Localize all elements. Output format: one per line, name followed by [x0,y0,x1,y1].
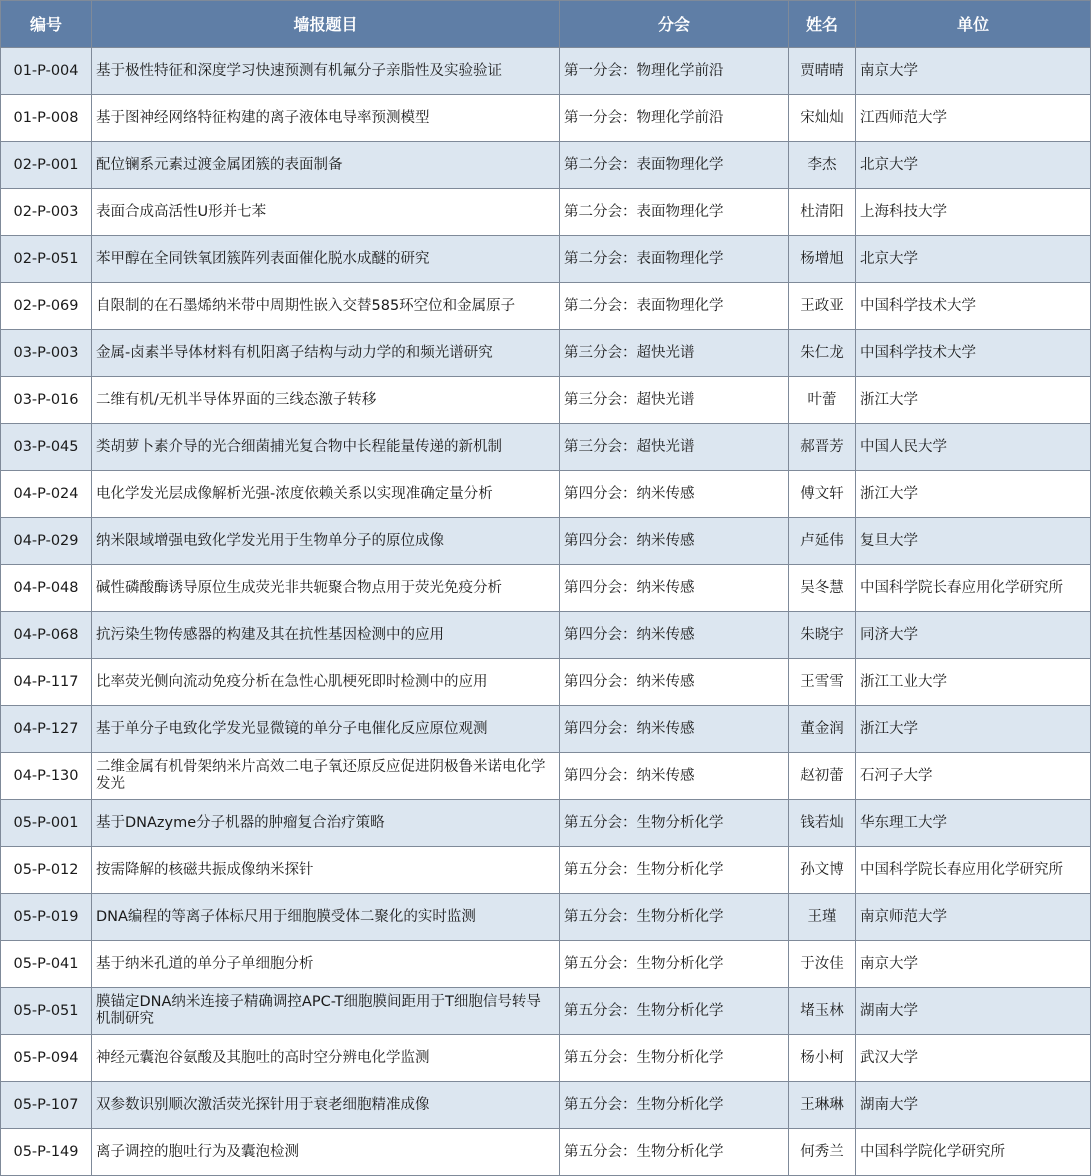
presenter-unit: 南京大学 [856,48,1091,95]
table-row [1,283,1091,330]
presenter-unit: 中国科学技术大学 [856,330,1091,377]
presenter-name: 王瑾 [789,894,856,941]
poster-id: 02-P-051 [1,236,92,283]
table-row [1,518,1091,565]
table-row [1,800,1091,847]
poster-id: 02-P-069 [1,283,92,330]
presenter-name: 宋灿灿 [789,95,856,142]
poster-id: 04-P-117 [1,659,92,706]
header-unit: 单位 [856,1,1091,48]
table-row [1,847,1091,894]
presenter-name: 杜清阳 [789,189,856,236]
table-row [1,988,1091,1035]
presenter-name: 杨增旭 [789,236,856,283]
poster-title: 基于单分子电致化学发光显微镜的单分子电催化反应原位观测 [92,706,560,753]
table-row [1,424,1091,471]
presenter-name: 叶蕾 [789,377,856,424]
presenter-unit: 中国人民大学 [856,424,1091,471]
poster-session: 第四分会：纳米传感 [560,565,789,612]
poster-title: 双参数识别顺次激活荧光探针用于衰老细胞精准成像 [92,1082,560,1129]
presenter-name: 于汝佳 [789,941,856,988]
poster-session: 第二分会：表面物理化学 [560,236,789,283]
poster-session: 第五分会：生物分析化学 [560,847,789,894]
poster-session: 第三分会：超快光谱 [560,330,789,377]
presenter-unit: 浙江大学 [856,471,1091,518]
poster-session: 第五分会：生物分析化学 [560,1129,789,1176]
presenter-name: 吴冬慧 [789,565,856,612]
presenter-unit: 中国科学院长春应用化学研究所 [856,847,1091,894]
poster-session: 第五分会：生物分析化学 [560,800,789,847]
presenter-unit: 中国科学院长春应用化学研究所 [856,565,1091,612]
table-row [1,48,1091,95]
header-title: 墙报题目 [92,1,560,48]
poster-id: 03-P-003 [1,330,92,377]
table-row [1,189,1091,236]
poster-title: 基于极性特征和深度学习快速预测有机氟分子亲脂性及实验验证 [92,48,560,95]
presenter-name: 赵初蕾 [789,753,856,800]
table-row [1,1082,1091,1129]
poster-title: 电化学发光层成像解析光强-浓度依赖关系以实现准确定量分析 [92,471,560,518]
poster-session: 第四分会：纳米传感 [560,706,789,753]
presenter-name: 李杰 [789,142,856,189]
table-row [1,894,1091,941]
presenter-unit: 南京大学 [856,941,1091,988]
poster-session: 第五分会：生物分析化学 [560,988,789,1035]
poster-title: 类胡萝卜素介导的光合细菌捕光复合物中长程能量传递的新机制 [92,424,560,471]
poster-session: 第三分会：超快光谱 [560,424,789,471]
presenter-name: 董金润 [789,706,856,753]
presenter-unit: 浙江大学 [856,377,1091,424]
table-row [1,471,1091,518]
table-row [1,612,1091,659]
poster-title: DNA编程的等离子体标尺用于细胞膜受体二聚化的实时监测 [92,894,560,941]
poster-title: 纳米限域增强电致化学发光用于生物单分子的原位成像 [92,518,560,565]
poster-title: 配位镧系元素过渡金属团簇的表面制备 [92,142,560,189]
presenter-name: 王琳琳 [789,1082,856,1129]
poster-session: 第四分会：纳米传感 [560,753,789,800]
presenter-name: 杨小柯 [789,1035,856,1082]
poster-title: 二维有机/无机半导体界面的三线态激子转移 [92,377,560,424]
poster-title: 二维金属有机骨架纳米片高效二电子氧还原反应促进阴极鲁米诺电化学发光 [92,753,560,800]
poster-session: 第四分会：纳米传感 [560,612,789,659]
header-name: 姓名 [789,1,856,48]
presenter-unit: 湖南大学 [856,988,1091,1035]
poster-title: 基于纳米孔道的单分子单细胞分析 [92,941,560,988]
poster-id: 01-P-008 [1,95,92,142]
presenter-name: 王雪雪 [789,659,856,706]
table-row [1,1035,1091,1082]
presenter-unit: 南京师范大学 [856,894,1091,941]
poster-session: 第二分会：表面物理化学 [560,189,789,236]
poster-id: 05-P-094 [1,1035,92,1082]
poster-id: 05-P-012 [1,847,92,894]
presenter-unit: 北京大学 [856,236,1091,283]
poster-session: 第五分会：生物分析化学 [560,1035,789,1082]
poster-title: 自限制的在石墨烯纳米带中周期性嵌入交替585环空位和金属原子 [92,283,560,330]
poster-session: 第四分会：纳米传感 [560,659,789,706]
table-row [1,142,1091,189]
presenter-name: 何秀兰 [789,1129,856,1176]
poster-id: 05-P-051 [1,988,92,1035]
poster-title: 离子调控的胞吐行为及囊泡检测 [92,1129,560,1176]
poster-title: 金属-卤素半导体材料有机阳离子结构与动力学的和频光谱研究 [92,330,560,377]
poster-id: 04-P-024 [1,471,92,518]
presenter-unit: 中国科学院化学研究所 [856,1129,1091,1176]
table-row [1,941,1091,988]
poster-id: 03-P-016 [1,377,92,424]
poster-id: 02-P-001 [1,142,92,189]
presenter-name: 朱晓宇 [789,612,856,659]
poster-id: 04-P-130 [1,753,92,800]
poster-title: 按需降解的核磁共振成像纳米探针 [92,847,560,894]
presenter-unit: 浙江工业大学 [856,659,1091,706]
presenter-unit: 复旦大学 [856,518,1091,565]
poster-title: 膜锚定DNA纳米连接子精确调控APC-T细胞膜间距用于T细胞信号转导机制研究 [92,988,560,1035]
poster-id: 04-P-029 [1,518,92,565]
presenter-name: 贾晴晴 [789,48,856,95]
poster-title: 基于图神经网络特征构建的离子液体电导率预测模型 [92,95,560,142]
presenter-unit: 江西师范大学 [856,95,1091,142]
poster-session: 第三分会：超快光谱 [560,377,789,424]
presenter-name: 傅文轩 [789,471,856,518]
poster-id: 05-P-149 [1,1129,92,1176]
presenter-unit: 华东理工大学 [856,800,1091,847]
table-body [1,48,1091,1176]
poster-id: 03-P-045 [1,424,92,471]
table-row [1,706,1091,753]
poster-session: 第四分会：纳米传感 [560,471,789,518]
poster-id: 05-P-019 [1,894,92,941]
poster-session: 第一分会：物理化学前沿 [560,48,789,95]
table-row [1,95,1091,142]
presenter-name: 郝晋芳 [789,424,856,471]
poster-session: 第五分会：生物分析化学 [560,894,789,941]
presenter-unit: 湖南大学 [856,1082,1091,1129]
poster-session: 第五分会：生物分析化学 [560,1082,789,1129]
poster-id: 05-P-107 [1,1082,92,1129]
table-row [1,565,1091,612]
poster-id: 04-P-048 [1,565,92,612]
poster-id: 04-P-127 [1,706,92,753]
table-row [1,236,1091,283]
table-row [1,1129,1091,1176]
header-session: 分会 [560,1,789,48]
table-row [1,377,1091,424]
presenter-name: 王政亚 [789,283,856,330]
poster-session: 第二分会：表面物理化学 [560,142,789,189]
poster-title: 碱性磷酸酶诱导原位生成荧光非共轭聚合物点用于荧光免疫分析 [92,565,560,612]
poster-id: 04-P-068 [1,612,92,659]
poster-title: 抗污染生物传感器的构建及其在抗性基因检测中的应用 [92,612,560,659]
presenter-unit: 上海科技大学 [856,189,1091,236]
poster-title: 基于DNAzyme分子机器的肿瘤复合治疗策略 [92,800,560,847]
poster-id: 05-P-001 [1,800,92,847]
table-row [1,659,1091,706]
presenter-name: 朱仁龙 [789,330,856,377]
table-row [1,330,1091,377]
presenter-unit: 石河子大学 [856,753,1091,800]
presenter-unit: 武汉大学 [856,1035,1091,1082]
presenter-name: 钱若灿 [789,800,856,847]
poster-title: 表面合成高活性U形并七苯 [92,189,560,236]
poster-session: 第一分会：物理化学前沿 [560,95,789,142]
presenter-name: 孙文博 [789,847,856,894]
poster-title: 神经元囊泡谷氨酸及其胞吐的高时空分辨电化学监测 [92,1035,560,1082]
table-row [1,753,1091,800]
presenter-unit: 同济大学 [856,612,1091,659]
table-header-row [1,1,1091,48]
presenter-name: 堵玉林 [789,988,856,1035]
poster-id: 01-P-004 [1,48,92,95]
poster-session: 第五分会：生物分析化学 [560,941,789,988]
poster-title: 比率荧光侧向流动免疫分析在急性心肌梗死即时检测中的应用 [92,659,560,706]
poster-session: 第二分会：表面物理化学 [560,283,789,330]
presenter-unit: 中国科学技术大学 [856,283,1091,330]
header-id: 编号 [1,1,92,48]
presenter-name: 卢延伟 [789,518,856,565]
poster-session: 第四分会：纳米传感 [560,518,789,565]
presenter-unit: 浙江大学 [856,706,1091,753]
presenter-unit: 北京大学 [856,142,1091,189]
poster-title: 苯甲醇在全同铁氧团簇阵列表面催化脱水成醚的研究 [92,236,560,283]
poster-id: 02-P-003 [1,189,92,236]
poster-id: 05-P-041 [1,941,92,988]
